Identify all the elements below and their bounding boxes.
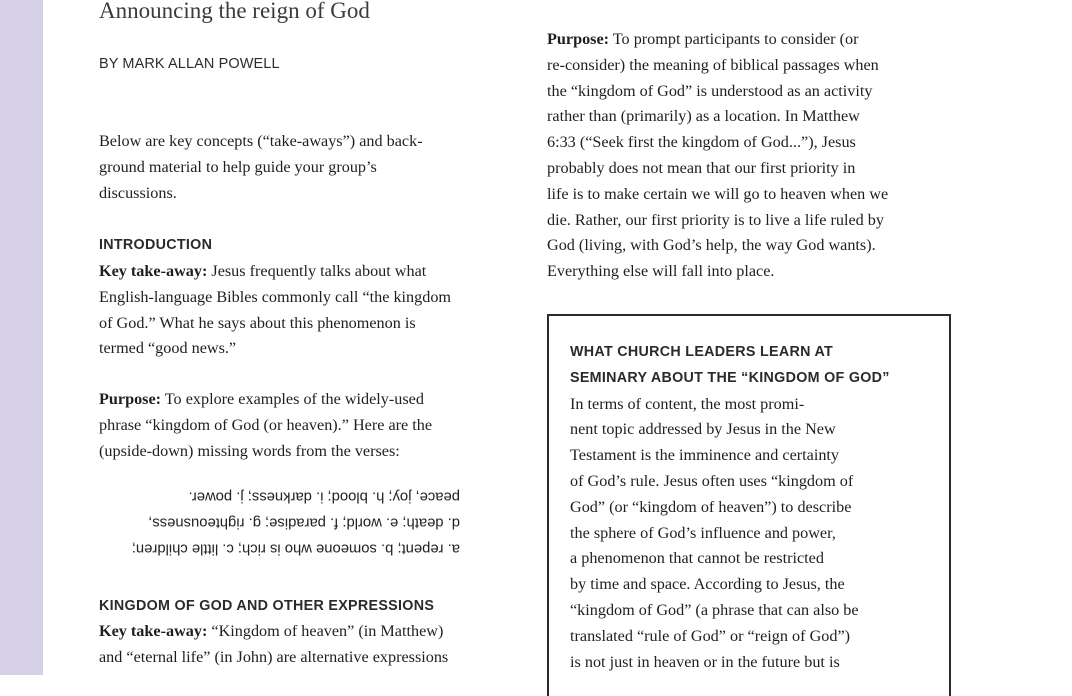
introduction-purpose: Purpose: To explore examples of the widely-used phrase “kingdom of God (or heaven).” Here are the (upside-down) missing words from the verses:: [99, 390, 433, 460]
article-title: Announcing the reign of God: [99, 0, 370, 23]
introduction-key-takeaway: Key take-away: Jesus frequently talks about what English-language Bibles commonly call “the kingdom of God.” What he says about this phenomenon is termed “good news.”: [99, 262, 452, 358]
sidebar-box-text: In terms of content, the most promi- nent topic addressed by Jesus in the New Testament is the imminence and certainty of God’s rule. Jesus often uses “kingdom of God” (or “kingdom of heaven”) to describe the sphere of God’s influence and power, a phenomenon that cannot be restricted by time and space. According to Jesus, the “kingdom of God” (a phrase that can also be translated “rule of God” or “reign of God”) is not just in heaven or in the future but is: [570, 394, 859, 671]
sidebar-box-heading-line: WHAT CHURCH LEADERS LEARN AT: [570, 344, 834, 360]
kingdom-expressions-heading: KINGDOM OF GOD AND OTHER EXPRESSIONS: [99, 598, 435, 614]
sidebar-box-heading-line: SEMINARY ABOUT THE “KINGDOM OF GOD”: [570, 369, 890, 386]
sidebar-box-content: [570, 340, 890, 675]
intro-paragraph: Below are key concepts (“take-aways”) and back- ground material to help guide your group’s discussions.: [99, 132, 423, 202]
right-purpose-paragraph: Purpose: To prompt participants to consider (or re-consider) the meaning of biblical passages when the “kingdom of God” is understood as an activity rather than (primarily) as a location. In Matthew 6:33 (“Seek first the kingdom of God...”), Jesus probably does not mean that our first priority in life is to make certain we will go to heaven when we die. Rather, our first priority is to live a life ruled by God (living, with God’s help, the way God wants). Everything else will fall into place.: [547, 30, 889, 281]
sidebar-box: [547, 314, 951, 696]
introduction-heading: INTRODUCTION: [99, 237, 213, 253]
kingdom-expressions-key-takeaway: Key take-away: “Kingdom of heaven” (in Matthew) and “eternal life” (in John) are alternative expressions: [99, 622, 449, 666]
byline: BY MARK ALLAN POWELL: [99, 56, 280, 72]
upside-down-answers: a. repent; b. someone who is rich; c. little children; d. death; e. world; f. paradise; g. righteousness, peace, joy; h. blood; i. darkness; j. power.: [131, 488, 460, 557]
side-color-bar: [0, 0, 43, 675]
